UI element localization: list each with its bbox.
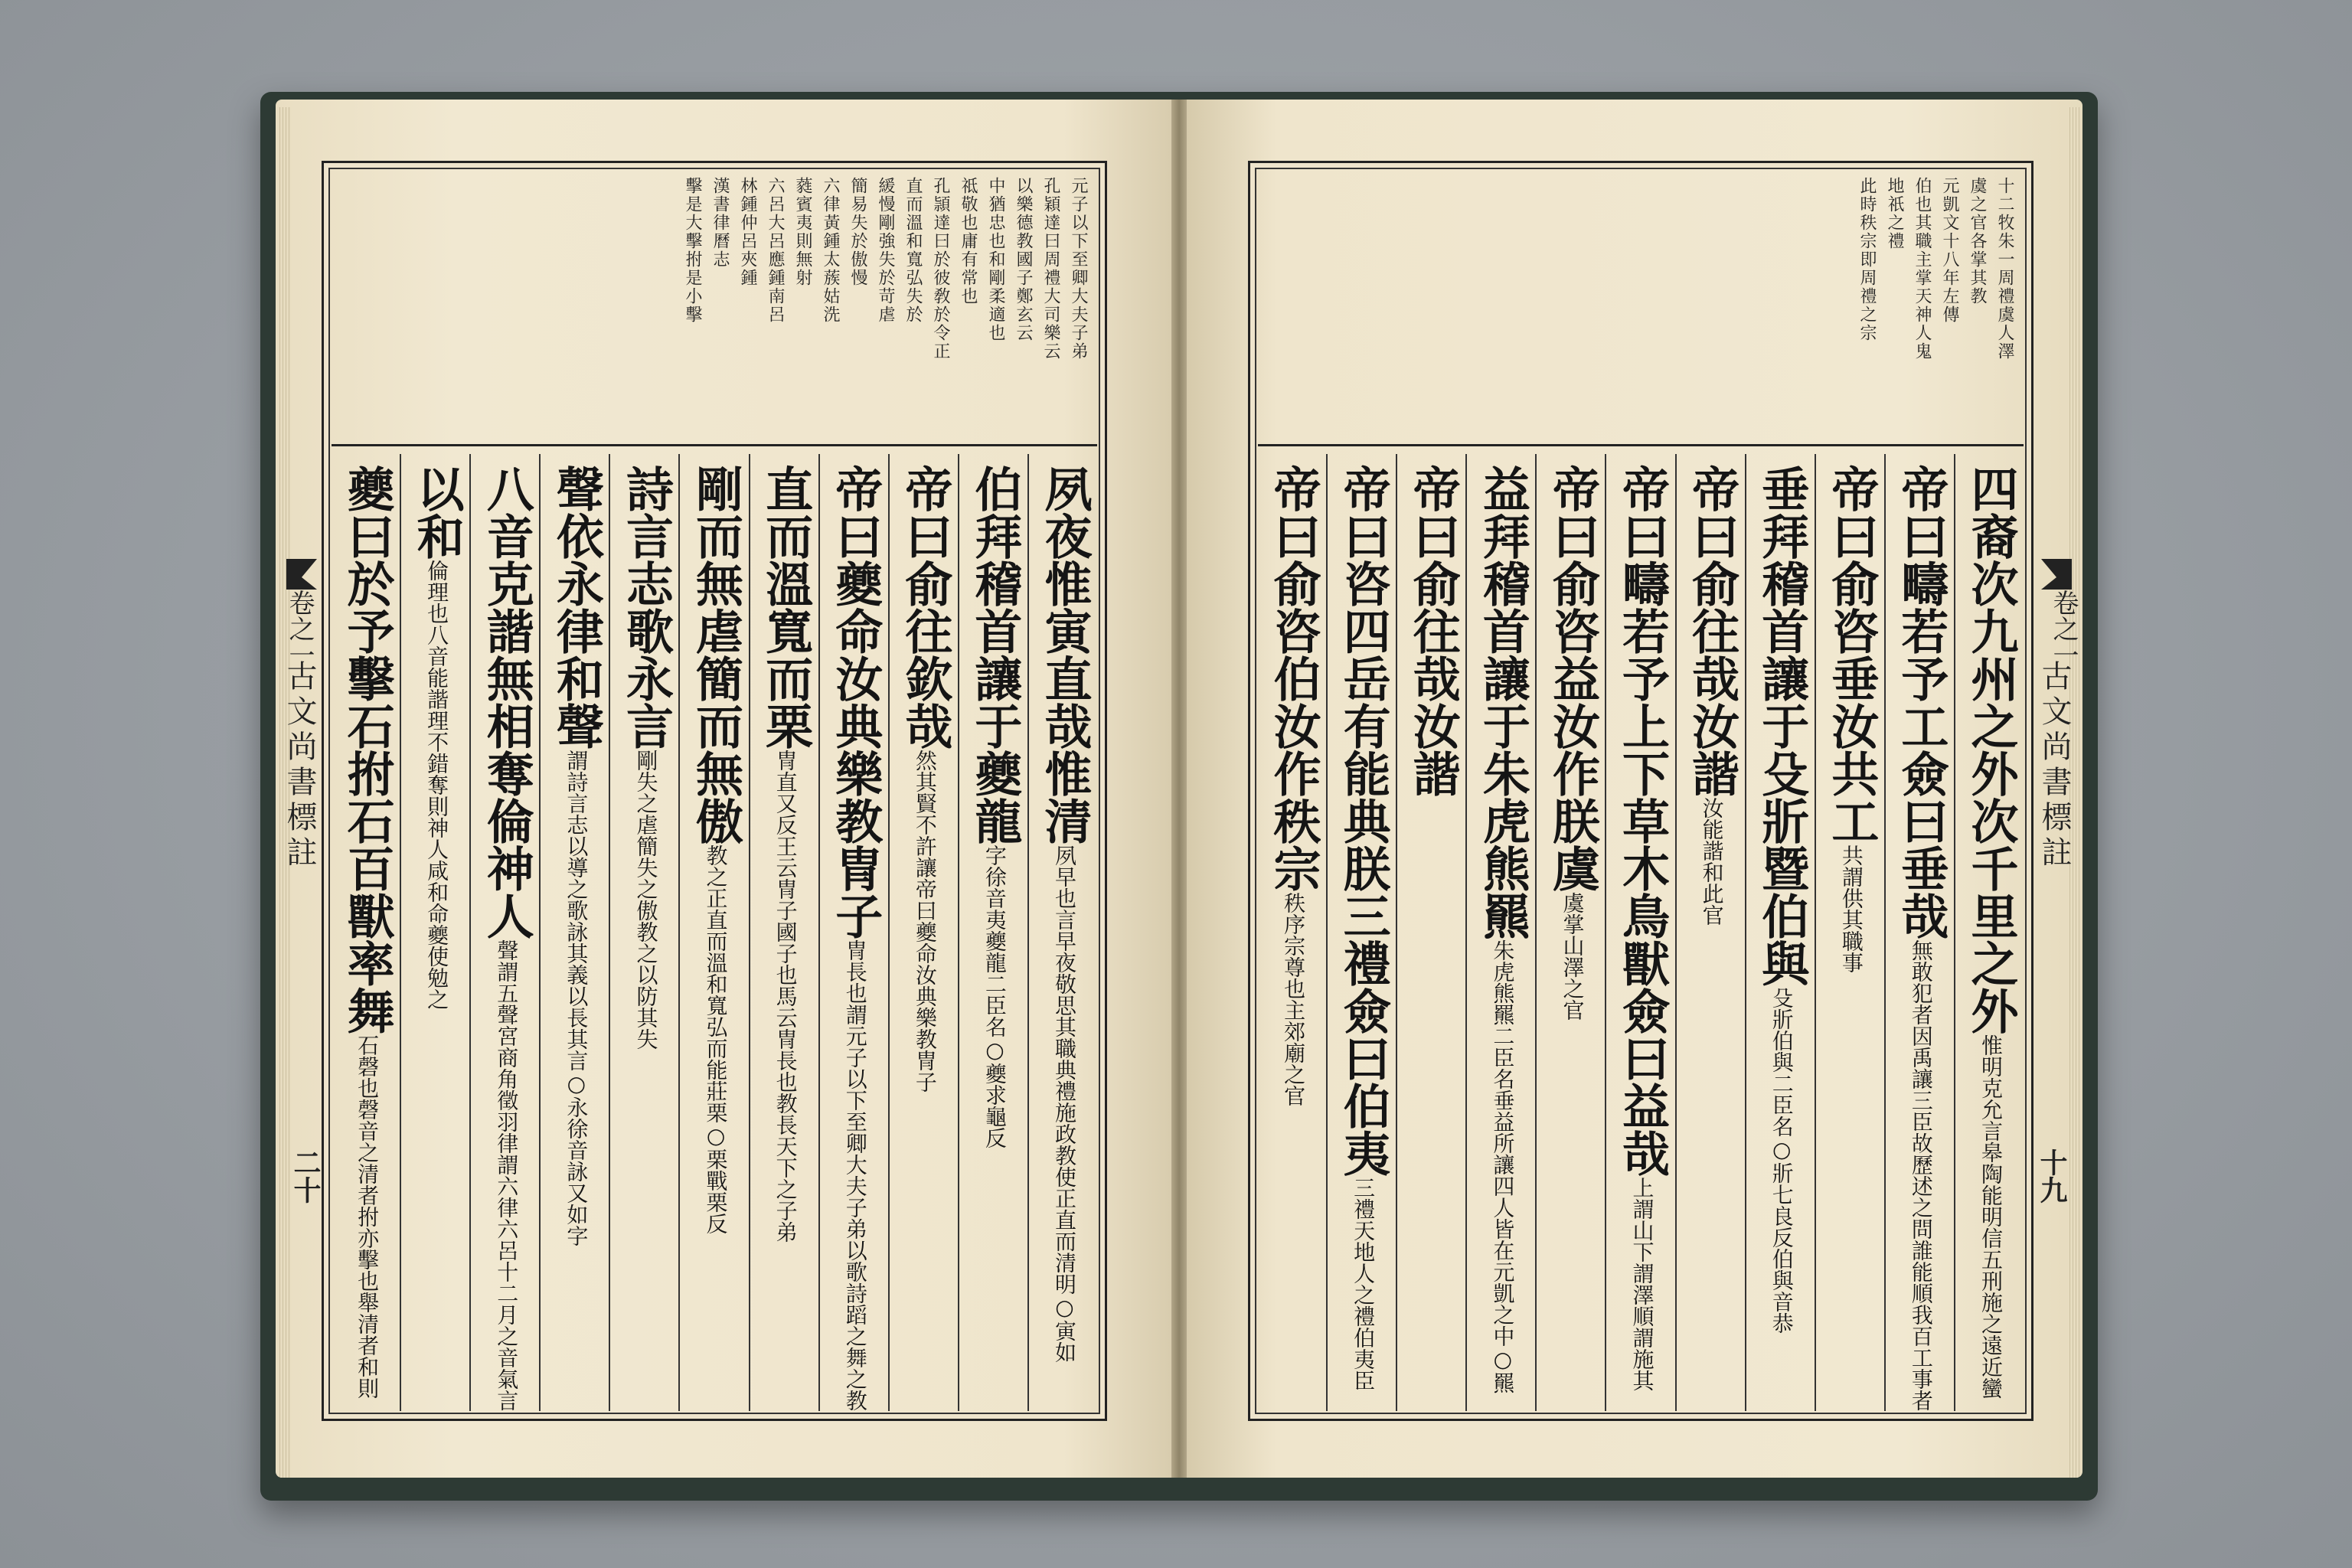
- text-column: [1675, 454, 1745, 1411]
- text-column: [1884, 454, 1954, 1411]
- text-column: [818, 454, 888, 1411]
- main-text: 帝曰俞往哉汝諧: [1405, 465, 1462, 797]
- commentary-text: 上謂山下謂澤順謂施其: [1629, 1177, 1655, 1391]
- right-text-frame: [1248, 161, 2034, 1421]
- headnote: 直而溫和寬弘失於: [903, 177, 923, 324]
- right-page: [1187, 100, 2082, 1478]
- commentary-text: 夙早也言早夜敬思其職典禮施政教使正直而清明○寅如: [1052, 844, 1077, 1363]
- commentary-text: 虞掌山澤之官: [1560, 892, 1586, 1021]
- commentary-text: 冑直又反王云冑子國子也馬云冑長也教長天下之子弟: [773, 750, 799, 1243]
- text-column: [958, 454, 1027, 1411]
- commentary-text: 無敢犯者因禹讓三臣故歷述之問誰能順我百工事者: [1908, 939, 1934, 1411]
- text-column: [400, 454, 469, 1411]
- text-column: [1465, 454, 1535, 1411]
- main-text: 夔曰於予擊石拊石百獸率舞: [339, 465, 396, 1034]
- commentary-text: 三禮天地人之禮伯夷臣: [1351, 1177, 1377, 1391]
- main-text: 垂拜稽首讓于殳斨暨伯與: [1753, 465, 1810, 987]
- commentary-text: 剛失之虐簡失之傲教之以防其失: [633, 750, 659, 1050]
- text-column: [1535, 454, 1605, 1411]
- headnote: 以樂德教國子鄭玄云: [1014, 177, 1033, 342]
- right-spine-label: 古文尚書標註: [2037, 660, 2072, 871]
- headnote: 簡易失於傲慢: [848, 177, 867, 287]
- text-column: [1745, 454, 1815, 1411]
- text-column: [1326, 454, 1396, 1411]
- headnote: 孔頴達曰於彼敎於令正: [931, 177, 950, 361]
- text-column: [1396, 454, 1465, 1411]
- headnote: 祗敬也庸有常也: [959, 177, 978, 305]
- headnote: 此時秩宗即周禮之宗: [1857, 177, 1877, 342]
- commentary-text: 汝能諧和此官: [1699, 797, 1725, 926]
- main-text: 直而溫寬而栗: [757, 465, 814, 750]
- text-column: [1954, 454, 2024, 1411]
- headnote: 虞之官各掌其教: [1968, 177, 1987, 305]
- main-text: 帝曰夔命汝典樂教冑子: [827, 465, 884, 939]
- text-column: [1605, 454, 1674, 1411]
- commentary-text: 倫理也八音能諧理不錯奪則神人咸和命夔使勉之: [424, 560, 450, 1010]
- headnote: 元子以下至卿大夫子弟: [1069, 177, 1088, 361]
- left-volume-mark: 卷之一: [284, 590, 315, 668]
- main-text: 帝曰俞往哉汝諧: [1684, 465, 1740, 797]
- commentary-text: 朱虎熊羆二臣名垂益所讓四人皆在元凱之中○羆: [1490, 939, 1516, 1393]
- main-text: 剛而無虐簡而無傲: [688, 465, 744, 844]
- left-page: [276, 100, 1171, 1478]
- headnote: 孔穎達曰周禮大司樂云: [1041, 177, 1060, 361]
- main-text: 以和: [409, 465, 466, 560]
- open-book: [260, 92, 2098, 1501]
- main-text: 帝曰疇若予上下草木鳥獸僉曰益哉: [1614, 465, 1671, 1177]
- commentary-text: 冑長也謂元子以下至卿大夫子弟以歌詩蹈之舞之教: [842, 939, 868, 1411]
- main-text: 四裔次九州之外次千里之外: [1963, 465, 2019, 1034]
- text-column: [749, 454, 818, 1411]
- main-text: 夙夜惟寅直哉惟清: [1037, 465, 1093, 844]
- main-text: 帝曰咨四岳有能典朕三禮僉曰伯夷: [1335, 465, 1392, 1177]
- commentary-text: 字徐音夷夔龍二臣名○夔求龜反: [982, 844, 1008, 1148]
- left-leaf-number: 二十: [289, 1148, 322, 1204]
- headnote: 元凱文十八年左傳: [1940, 177, 1959, 324]
- text-column: [678, 454, 748, 1411]
- main-text: 伯拜稽首讓于夔龍: [966, 465, 1023, 844]
- text-column: [469, 454, 539, 1411]
- commentary-text: 聲謂五聲宮商角徵羽律謂六律六呂十二月之音氣言: [494, 939, 520, 1411]
- main-text: 詩言志歌永言: [618, 465, 675, 750]
- text-column: [609, 454, 678, 1411]
- text-column: [1258, 454, 1326, 1411]
- main-text: 聲依永律和聲: [548, 465, 605, 750]
- main-text: 益拜稽首讓于朱虎熊羆: [1475, 465, 1531, 939]
- headnote: 六呂大呂應鍾南呂: [766, 177, 785, 324]
- commentary-text: 教之正直而溫和寬弘而能莊栗○栗戰栗反: [703, 844, 729, 1234]
- headnote: 蕤賓夷則無射: [793, 177, 812, 287]
- commentary-text: 然其賢不許讓帝曰夔命汝典樂教冑子: [912, 750, 938, 1093]
- main-text: 八音克諧無相奪倫神人: [479, 465, 535, 939]
- text-column: [888, 454, 958, 1411]
- commentary-text: 惟明克允言皋陶能明信五刑施之遠近蠻: [1978, 1034, 2004, 1399]
- text-column: [539, 454, 609, 1411]
- headnote: 伯也其職主掌天神人鬼: [1913, 177, 1932, 361]
- main-text: 帝曰俞往欽哉: [897, 465, 953, 750]
- headnote: 六律黃鍾太蔟姑洗: [821, 177, 840, 324]
- main-text: 帝曰俞咨垂汝共工: [1823, 465, 1880, 844]
- headnote: 地祇之禮: [1885, 177, 1904, 250]
- commentary-text: 共謂供其職事: [1838, 844, 1864, 973]
- main-text: 帝曰疇若予工僉曰垂哉: [1893, 465, 1949, 939]
- book-gutter: [1170, 100, 1188, 1478]
- right-headnotes: [1258, 171, 2024, 446]
- headnote: 緩慢剛強失於苛虐: [876, 177, 895, 324]
- left-text-frame: [322, 161, 1107, 1421]
- commentary-text: 謂詩言志以導之歌詠其義以長其言○永徐音詠又如字: [564, 750, 590, 1246]
- commentary-text: 石磬也磬音之清者拊亦擊也舉清者和則: [354, 1034, 381, 1399]
- headnote: 漢書律曆志: [710, 177, 730, 269]
- text-column: [1815, 454, 1884, 1411]
- left-spine-label: 古文尚書標註: [282, 660, 317, 871]
- headnote: 中猶忠也和剛柔適也: [986, 177, 1005, 342]
- commentary-text: 秩序宗尊也主郊廟之官: [1281, 892, 1307, 1106]
- headnote: 十二牧朱一周禮虞人澤: [1995, 177, 2014, 361]
- headnote: 擊是大擊拊是小擊: [683, 177, 702, 324]
- right-volume-mark: 卷之一: [2048, 590, 2079, 668]
- left-text-columns: [332, 454, 1097, 1411]
- commentary-text: 殳斨伯與二臣名○斨七良反伯與音恭: [1769, 987, 1795, 1334]
- text-column: [1027, 454, 1097, 1411]
- text-column: [332, 454, 400, 1411]
- right-text-columns: [1258, 454, 2024, 1411]
- headnote: 林鍾仲呂夾鍾: [738, 177, 757, 287]
- main-text: 帝曰俞咨伯汝作秩宗: [1266, 465, 1322, 892]
- main-text: 帝曰俞咨益汝作朕虞: [1544, 465, 1601, 892]
- left-headnotes: [332, 171, 1097, 446]
- right-leaf-number: 十九: [2036, 1148, 2068, 1204]
